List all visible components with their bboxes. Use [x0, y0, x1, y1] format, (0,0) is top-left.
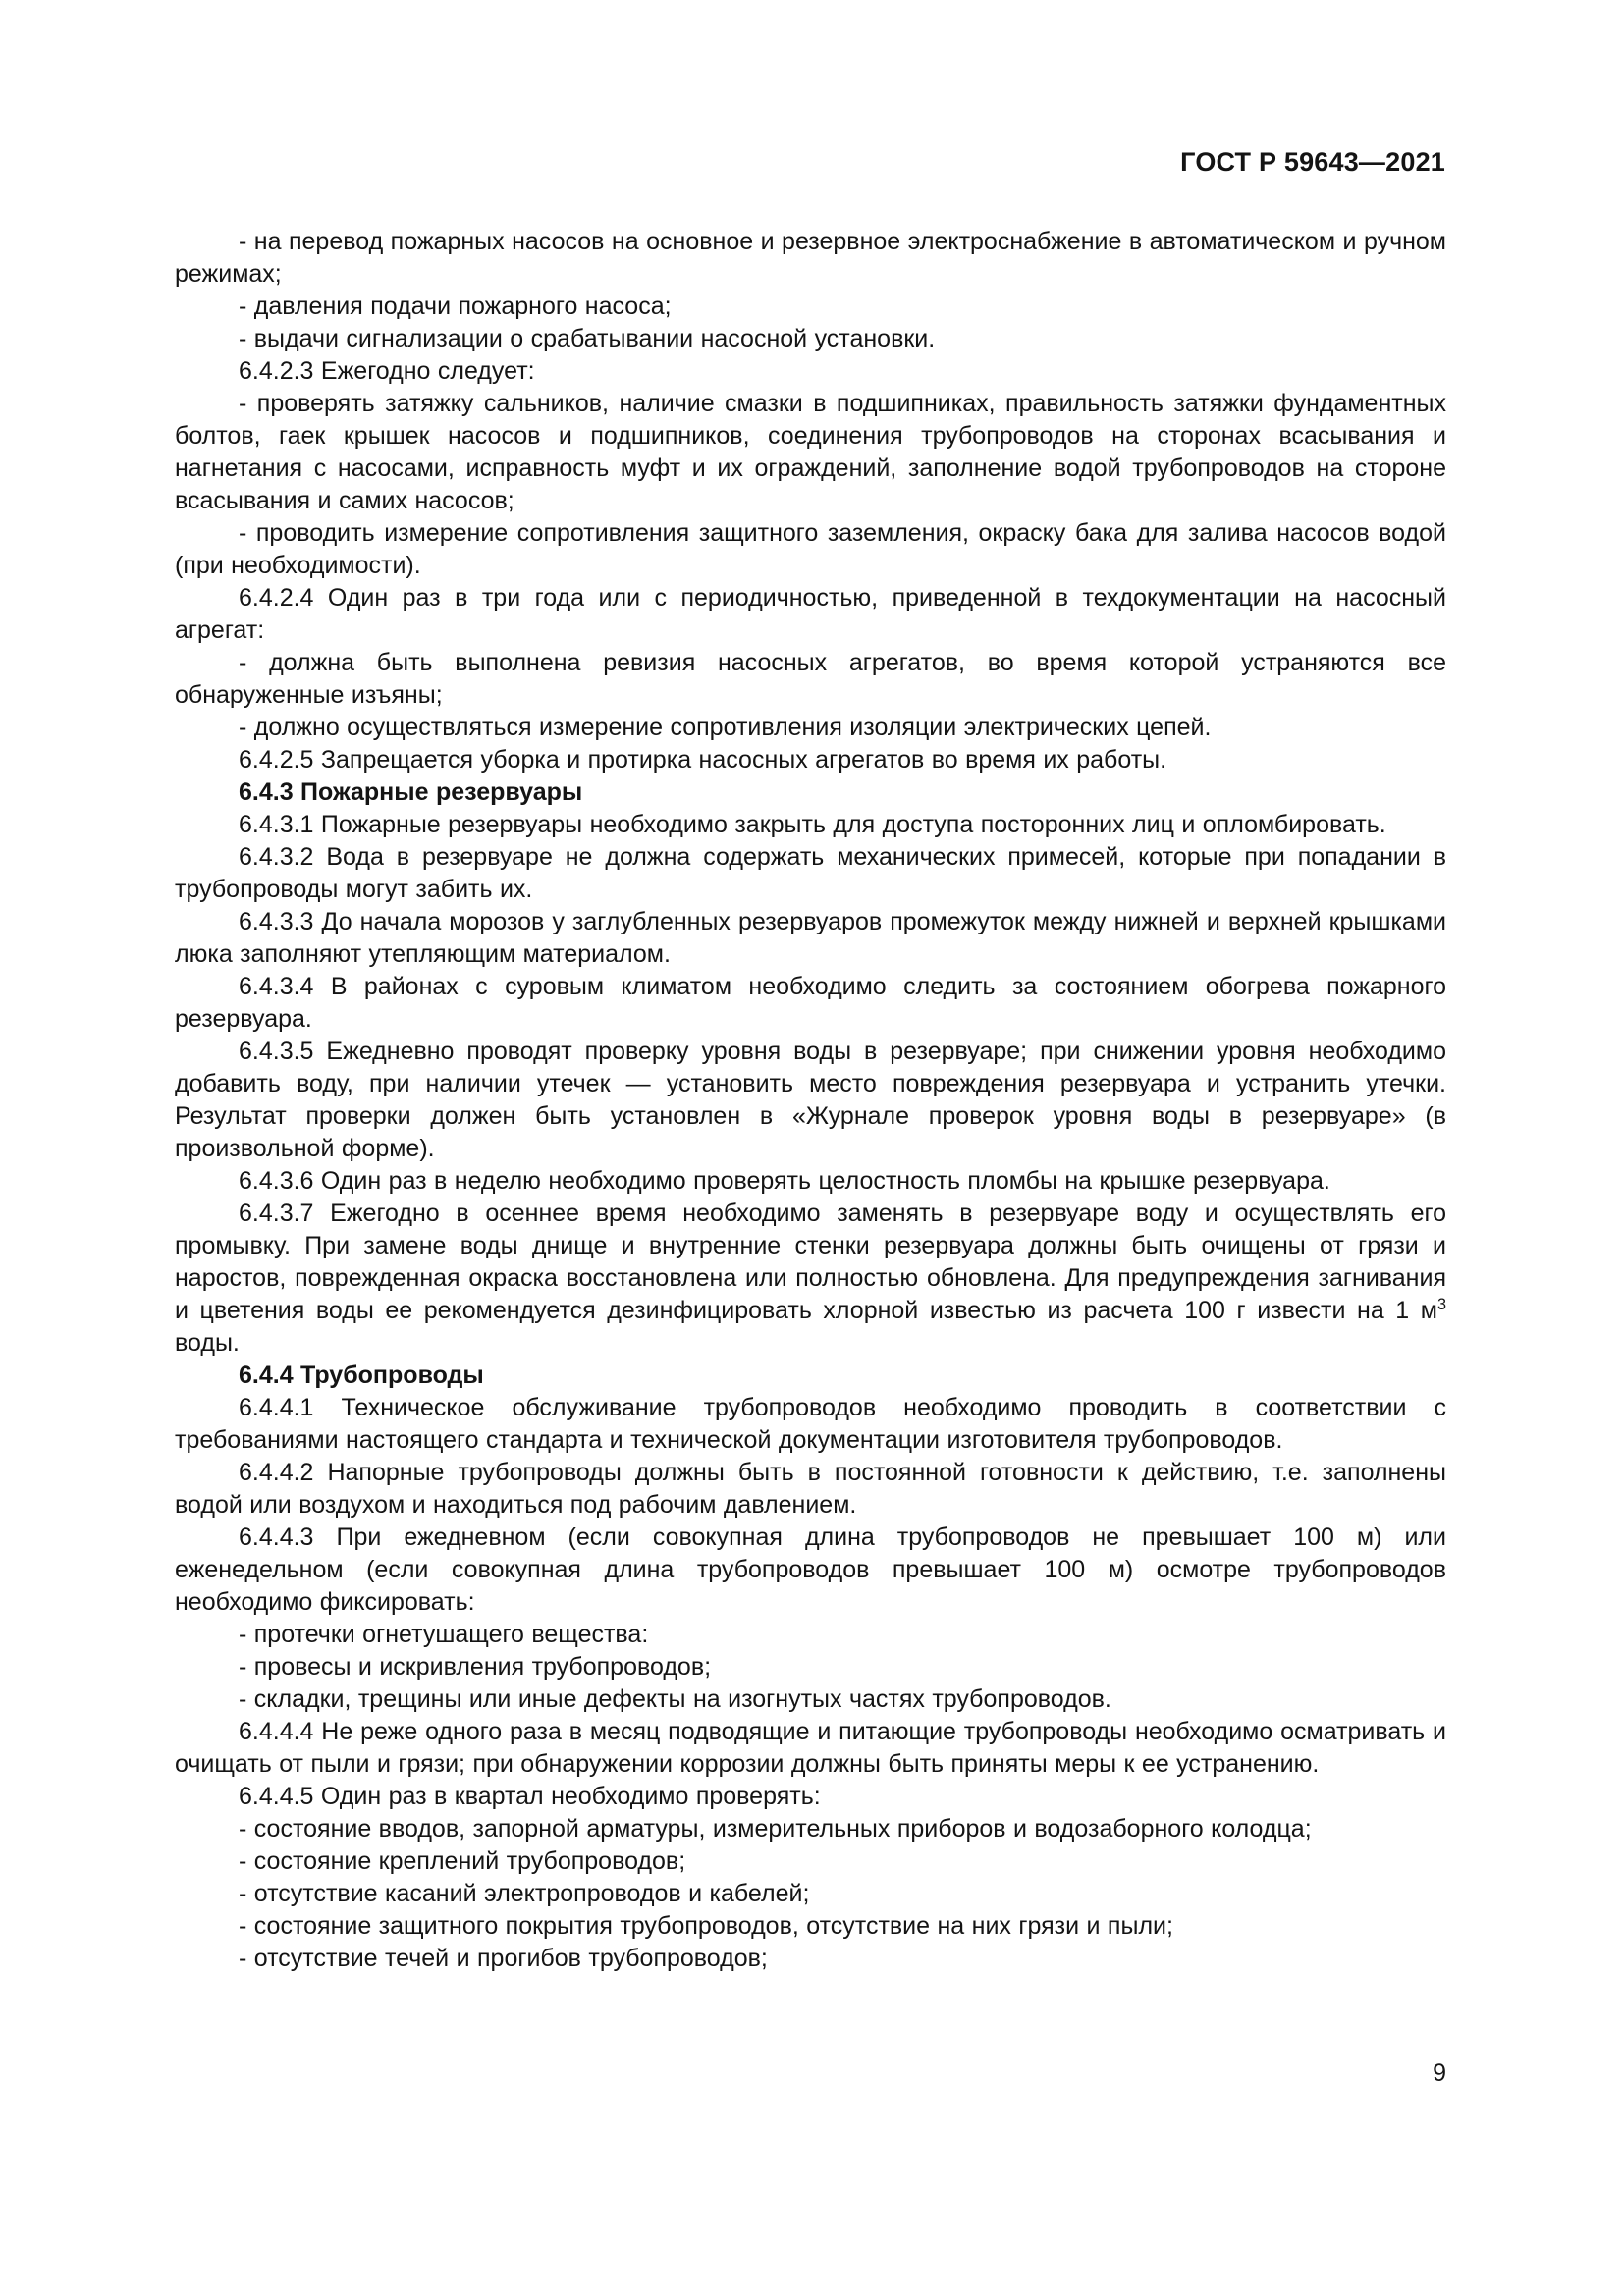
- paragraph: [175, 1036, 1446, 1165]
- paragraph: [175, 1457, 1446, 1522]
- paragraph-text: 6.4.4 Трубопроводы: [239, 1362, 484, 1389]
- paragraph-text: - выдачи сигнализации о срабатывании насосной установки.: [239, 325, 936, 352]
- paragraph-text: - должно осуществляться измерение сопротивления изоляции электрических цепей.: [239, 714, 1212, 741]
- paragraph-text: - протечки огнетушащего вещества:: [239, 1621, 649, 1648]
- document-body: [175, 226, 1446, 1975]
- paragraph-text: - давления подачи пожарного насоса;: [239, 293, 672, 320]
- paragraph-text: 6.4.4.4 Не реже одного раза в месяц подводящие и питающие трубопроводы необходимо осматривать и очищать от пыли и грязи; при обнаружении коррозии должны быть приняты меры к ее устранению.: [175, 1718, 1446, 1778]
- page-number: 9: [1433, 2059, 1446, 2087]
- paragraph-text: 6.4.3.2 Вода в резервуаре не должна содержать механических примесей, которые при попадании в трубопроводы могут забить их.: [175, 843, 1446, 903]
- paragraph: [175, 1165, 1446, 1198]
- paragraph: [175, 1910, 1446, 1943]
- paragraph: [175, 323, 1446, 355]
- paragraph-text: 6.4.3.1 Пожарные резервуары необходимо закрыть для доступа посторонних лиц и опломбировать.: [239, 811, 1386, 838]
- paragraph-text: - на перевод пожарных насосов на основное и резервное электроснабжение в автоматическом и ручном режимах;: [175, 228, 1446, 288]
- paragraph: [175, 517, 1446, 582]
- paragraph-text: 6.4.3 Пожарные резервуары: [239, 778, 583, 806]
- paragraph: [175, 1683, 1446, 1716]
- paragraph-text: 6.4.3.5 Ежедневно проводят проверку уровня воды в резервуаре; при снижении уровня необходимо добавить воду, при наличии утечек — установить место повреждения резервуара и устранить утечки. Результат проверки должен быть установлен в «Журнале проверок уровня воды в резервуаре» (в произвольной форме).: [175, 1038, 1446, 1162]
- paragraph-text: 6.4.2.4 Один раз в три года или с периодичностью, приведенной в техдокументации на насосный агрегат:: [175, 584, 1446, 644]
- paragraph-text-tail: воды.: [175, 1329, 240, 1357]
- paragraph: [175, 971, 1446, 1036]
- superscript: 3: [1436, 1296, 1446, 1314]
- paragraph: [175, 647, 1446, 712]
- paragraph-text: - должна быть выполнена ревизия насосных агрегатов, во время которой устраняются все обнаруженные изъяны;: [175, 649, 1446, 709]
- paragraph: [175, 744, 1446, 776]
- document-id-header: ГОСТ Р 59643—2021: [1180, 147, 1445, 177]
- paragraph-text: - состояние защитного покрытия трубопроводов, отсутствие на них грязи и пыли;: [239, 1912, 1173, 1940]
- paragraph-text: - проводить измерение сопротивления защитного заземления, окраску бака для залива насосов водой (при необходимости).: [175, 519, 1446, 579]
- paragraph-text: - состояние вводов, запорной арматуры, измерительных приборов и водозаборного колодца;: [239, 1815, 1312, 1842]
- paragraph-text: - проверять затяжку сальников, наличие смазки в подшипниках, правильность затяжки фундаментных болтов, гаек крышек насосов и подшипников, соединения трубопроводов на сторонах всасывания и нагнетания с насосами, исправность муфт и их ограждений, заполнение водой трубопроводов на стороне всасывания и самих насосов;: [175, 390, 1446, 514]
- paragraph: [175, 1813, 1446, 1845]
- paragraph: [175, 1878, 1446, 1910]
- paragraph-text: 6.4.3.4 В районах с суровым климатом необходимо следить за состоянием обогрева пожарного резервуара.: [175, 973, 1446, 1033]
- paragraph: [175, 355, 1446, 388]
- paragraph: [175, 388, 1446, 517]
- paragraph-text: 6.4.4.5 Один раз в квартал необходимо проверять:: [239, 1783, 821, 1810]
- paragraph-text: - отсутствие течей и прогибов трубопроводов;: [239, 1945, 768, 1972]
- paragraph-text: 6.4.3.7 Ежегодно в осеннее время необходимо заменять в резервуаре воду и осуществлять его промывку. При замене воды днище и внутренние стенки резервуара должны быть очищены от грязи и наростов, поврежденная окраска восстановлена или полностью обновлена. Для предупреждения загнивания и цветения воды ее рекомендуется дезинфицировать хлорной известью из расчета 100 г извести на 1 м: [175, 1200, 1446, 1324]
- paragraph: [175, 1619, 1446, 1651]
- section-heading: [175, 776, 1446, 809]
- paragraph-text: 6.4.2.5 Запрещается уборка и протирка насосных агрегатов во время их работы.: [239, 746, 1167, 774]
- paragraph-text: 6.4.4.3 При ежедневном (если совокупная длина трубопроводов не превышает 100 м) или еженедельном (если совокупная длина трубопроводов превышает 100 м) осмотре трубопроводов необходимо фиксировать:: [175, 1523, 1446, 1616]
- paragraph: [175, 226, 1446, 291]
- paragraph: [175, 1392, 1446, 1457]
- paragraph: [175, 906, 1446, 971]
- paragraph: [175, 1522, 1446, 1619]
- paragraph-text: - состояние креплений трубопроводов;: [239, 1847, 686, 1875]
- paragraph-text: 6.4.4.1 Техническое обслуживание трубопроводов необходимо проводить в соответствии с требованиями настоящего стандарта и технической документации изготовителя трубопроводов.: [175, 1394, 1446, 1454]
- paragraph: [175, 1943, 1446, 1975]
- paragraph: [175, 809, 1446, 841]
- paragraph: [175, 1651, 1446, 1683]
- paragraph-text: 6.4.3.3 До начала морозов у заглубленных резервуаров промежуток между нижней и верхней крышками люка заполняют утепляющим материалом.: [175, 908, 1446, 968]
- paragraph: [175, 1198, 1446, 1360]
- paragraph-text: - отсутствие касаний электропроводов и кабелей;: [239, 1880, 810, 1907]
- paragraph: [175, 1845, 1446, 1878]
- paragraph: [175, 712, 1446, 744]
- paragraph-text: - провесы и искривления трубопроводов;: [239, 1653, 712, 1681]
- paragraph: [175, 1781, 1446, 1813]
- paragraph: [175, 841, 1446, 906]
- paragraph: [175, 1716, 1446, 1781]
- paragraph: [175, 582, 1446, 647]
- paragraph: [175, 291, 1446, 323]
- section-heading: [175, 1360, 1446, 1392]
- paragraph-text: 6.4.4.2 Напорные трубопроводы должны быть в постоянной готовности к действию, т.е. заполнены водой или воздухом и находиться под рабочим давлением.: [175, 1459, 1446, 1519]
- paragraph-text: 6.4.3.6 Один раз в неделю необходимо проверять целостность пломбы на крышке резервуара.: [239, 1167, 1330, 1195]
- paragraph-text: - складки, трещины или иные дефекты на изогнутых частях трубопроводов.: [239, 1685, 1111, 1713]
- paragraph-text: 6.4.2.3 Ежегодно следует:: [239, 357, 535, 385]
